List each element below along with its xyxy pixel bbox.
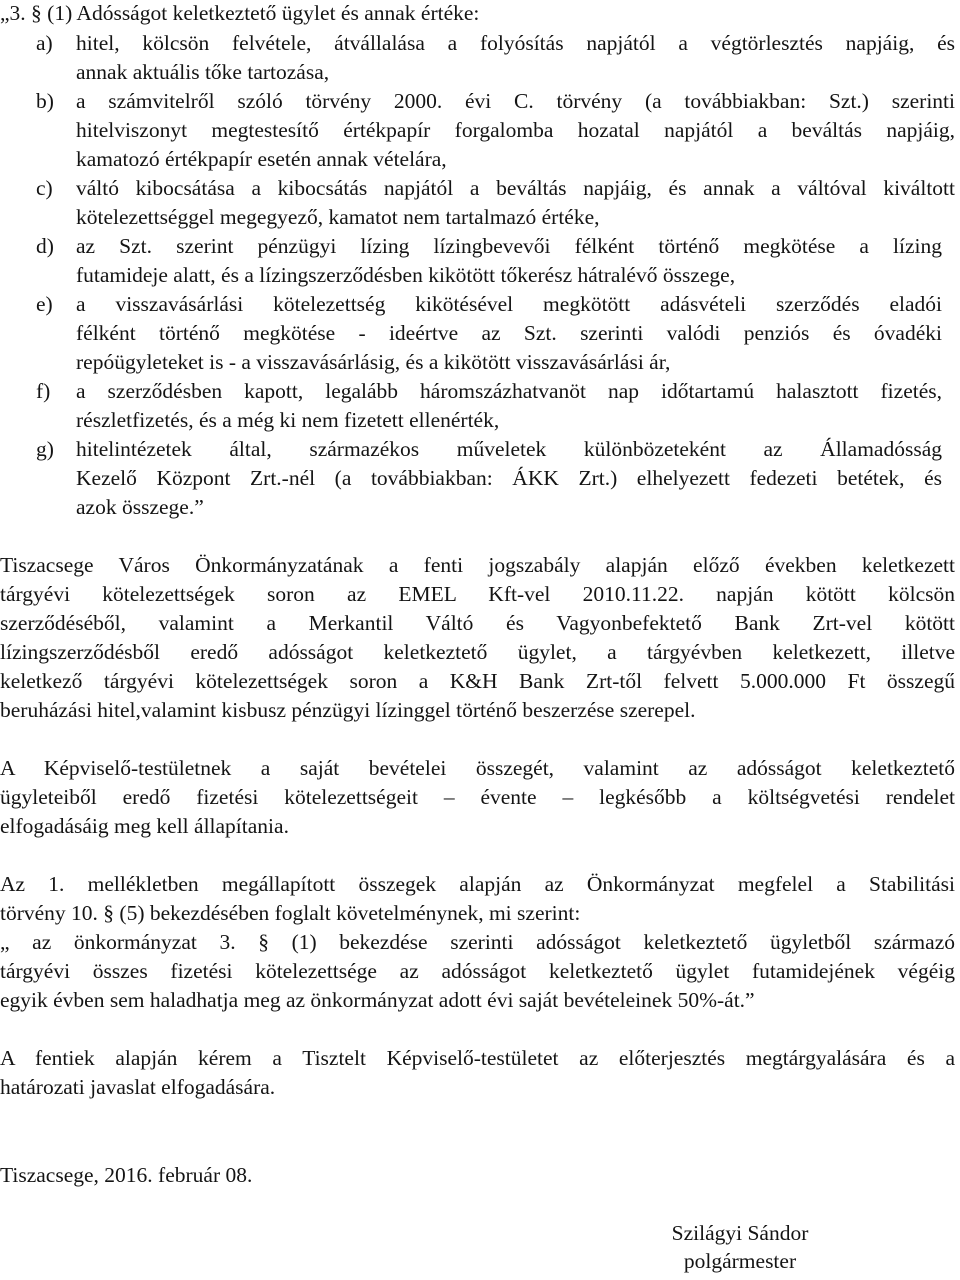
paragraph-1-line-1: Tiszacsege Város Önkormányzatának a fenti jogszabály alapján előző években keletkezett [0,553,955,577]
item-a-line-1: hitel, kölcsön felvétele, átvállalása a folyósítás napjától a végtörlesztés napjáig, és [76,31,955,55]
paragraph-2-line-1: A Képviselő-testületnek a saját bevételei összegét, valamint az adósságot keletkeztető [0,756,955,780]
paragraph-4-line-2: határozati javaslat elfogadására. [0,1075,276,1099]
item-d-line-1: az Szt. szerint pénzügyi lízing lízingbevevői félként történő megkötése a lízing [76,234,942,258]
item-d-marker: d) [36,234,54,258]
item-c-line-1: váltó kibocsátása a kibocsátás napjától a beváltás napjáig, és annak a váltóval kiváltott [76,176,955,200]
item-b-marker: b) [36,89,54,113]
paragraph-2-line-3: elfogadásáig meg kell állapítania. [0,814,289,838]
paragraph-1-line-2: tárgyévi kötelezettségek soron az EMEL Kft-vel 2010.11.22. napján kötött kölcsön [0,582,955,606]
paragraph-2-line-2: ügyleteiből eredő fizetési kötelezettségeit – évente – legkésőbb a költségvetési rendelet [0,785,955,809]
paragraph-1-line-6: beruházási hitel,valamint kisbusz pénzügyi lízinggel történő beszerzése szerepel. [0,698,696,722]
item-a-line-2: annak aktuális tőke tartozása, [76,60,330,84]
item-b-line-1: a számvitelről szóló törvény 2000. évi C. törvény (a továbbiakban: Szt.) szerinti [76,89,955,113]
item-f-line-1: a szerződésben kapott, legalább háromszázhatvanöt nap időtartamú halasztott fizetés, [76,379,942,403]
paragraph-3-line-5: egyik évben sem haladhatja meg az önkormányzat adott évi saját bevételeinek 50%-át.” [0,988,755,1012]
paragraph-4-line-1: A fentiek alapján kérem a Tisztelt Képviselő-testületet az előterjesztés megtárgyalására és a [0,1046,955,1070]
paragraph-1-line-3: szerződéséből, valamint a Merkantil Váltó és Vagyonbefektető Bank Zrt-vel kötött [0,611,955,635]
item-g-line-1: hitelintézetek által, származékos műveletek különbözeteként az Államadósság [76,437,942,461]
paragraph-1-line-5: keletkező tárgyévi kötelezettségek soron a K&H Bank Zrt-től felvett 5.000.000 Ft összegű [0,669,955,693]
signature-block [630,1219,850,1275]
section-heading: „3. § (1) Adósságot keletkeztető ügylet és annak értéke: [0,1,480,25]
place-date: Tiszacsege, 2016. február 08. [0,1163,253,1187]
item-e-line-1: a visszavásárlási kötelezettség kikötésével megkötött adásvételi szerződés eladói [76,292,942,316]
item-c-marker: c) [36,176,53,200]
signature-name: Szilágyi Sándor [671,1221,809,1245]
item-e-marker: e) [36,292,53,316]
item-f-marker: f) [36,379,51,403]
item-e-line-2: félként történő megkötése - ideértve az Szt. szerinti valódi penziós és óvadéki [76,321,942,345]
item-b-line-3: kamatozó értékpapír esetén annak vételára, [76,147,447,171]
item-g-line-3: azok összege.” [76,495,204,519]
item-f-line-2: részletfizetés, és a még ki nem fizetett ellenérték, [76,408,500,432]
item-b-line-2: hitelviszonyt megtestesítő értékpapír forgalomba hozatal napjától a beváltás napjáig, [76,118,955,142]
paragraph-3-line-3: „ az önkormányzat 3. § (1) bekezdése szerinti adósságot keletkeztető ügyletből származó [0,930,955,954]
item-g-marker: g) [36,437,54,461]
paragraph-3-line-4: tárgyévi összes fizetési kötelezettsége az adósságot keletkeztető ügylet futamidejének végéig [0,959,955,983]
item-d-line-2: futamideje alatt, és a lízingszerződésben kikötött tőkerész hátralévő összege, [76,263,736,287]
paragraph-3-line-1: Az 1. mellékletben megállapított összegek alapján az Önkormányzat megfelel a Stabilitási [0,872,955,896]
item-e-line-3: repóügyleteket is - a visszavásárlásig, és a kikötött visszavásárlási ár, [76,350,671,374]
item-a-marker: a) [36,31,53,55]
item-g-line-2: Kezelő Központ Zrt.-nél (a továbbiakban: ÁKK Zrt.) elhelyezett fedezeti betétek, és [76,466,942,490]
paragraph-3-line-2: törvény 10. § (5) bekezdésében foglalt követelménynek, mi szerint: [0,901,581,925]
item-c-line-2: kötelezettséggel megegyező, kamatot nem tartalmazó értéke, [76,205,600,229]
signature-title: polgármester [683,1249,797,1273]
paragraph-1-line-4: lízingszerződésből eredő adósságot keletkeztető ügylet, a tárgyévben keletkezett, illetve [0,640,955,664]
